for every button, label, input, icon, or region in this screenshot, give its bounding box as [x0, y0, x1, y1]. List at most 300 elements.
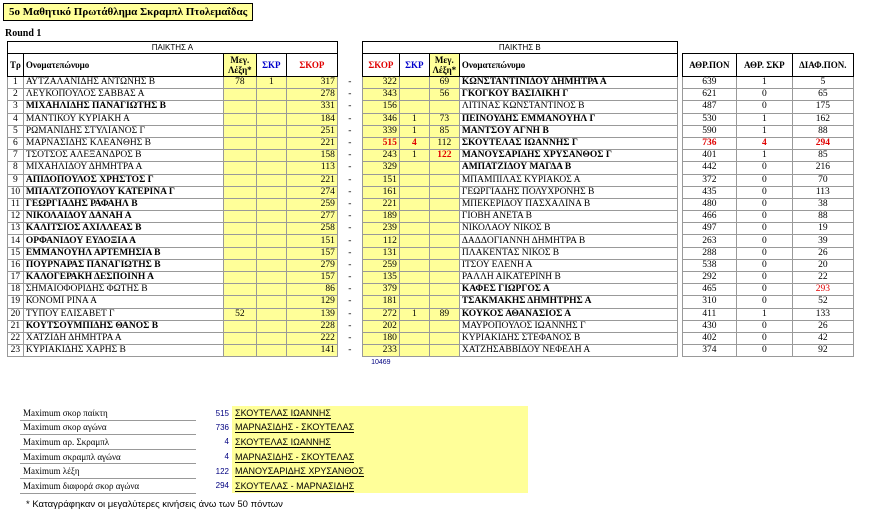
player-a-max-word: [223, 320, 256, 332]
total-skr: 0: [736, 272, 792, 284]
score-diff: 52: [792, 296, 853, 308]
player-b-score: 233: [362, 345, 399, 357]
player-a-score: 258: [286, 223, 337, 235]
player-a-max-word: [223, 296, 256, 308]
total-score: 736: [682, 137, 736, 149]
stat-label: Maximum αρ. Σκραμπλ: [20, 435, 196, 450]
player-a-max-word: [223, 125, 256, 137]
player-a-score: 331: [286, 101, 337, 113]
total-skr: 0: [736, 186, 792, 198]
player-a-name: ΜΙΧΑΗΛΙΔΟΥ ΔΗΜΗΤΡΑ Α: [23, 162, 223, 174]
total-skr: 0: [736, 235, 792, 247]
stat-label: Maximum διαφορά σκορ αγώνα: [20, 478, 196, 493]
score-separator: -: [348, 174, 352, 185]
score-separator: -: [348, 198, 352, 209]
total-score: 465: [682, 284, 736, 296]
player-a-skr: [256, 308, 286, 320]
score-diff: 26: [792, 320, 853, 332]
table-row: [8, 272, 854, 284]
score-diff: 88: [792, 211, 853, 223]
total-score: 639: [682, 77, 736, 89]
stat-row: [20, 478, 528, 493]
player-a-max-word: [223, 345, 256, 357]
score-separator: -: [348, 320, 352, 331]
score-diff: 162: [792, 113, 853, 125]
stat-label: Maximum σκραμπλ αγώνα: [20, 449, 196, 464]
score-diff: 92: [792, 345, 853, 357]
player-a-skr: 1: [256, 77, 286, 89]
player-a-skr: [256, 296, 286, 308]
player-a-skr: [256, 137, 286, 149]
total-skr: 1: [736, 113, 792, 125]
player-b-score: 239: [362, 223, 399, 235]
total-score: 430: [682, 320, 736, 332]
player-a-name: ΤΥΠΟΥ ΕΛΙΣΑΒΕΤ Γ: [23, 308, 223, 320]
player-a-score: 251: [286, 125, 337, 137]
player-b-name: ΤΣΑΚΜΑΚΗΣ ΔΗΜΗΤΡΗΣ Α: [459, 296, 677, 308]
stat-holder: ΜΑΡΝΑΣΙΔΗΣ - ΣΚΟΥΤΕΛΑΣ: [235, 422, 355, 433]
total-skr: 0: [736, 259, 792, 271]
row-table-number: 20: [8, 308, 24, 320]
row-table-number: 13: [8, 223, 24, 235]
stat-value: 4: [224, 437, 229, 447]
player-b-skr: [399, 89, 429, 101]
player-b-score: 272: [362, 308, 399, 320]
player-a-skr: [256, 332, 286, 344]
row-table-number: 12: [8, 211, 24, 223]
total-skr: 0: [736, 345, 792, 357]
player-b-skr: [399, 77, 429, 89]
row-table-number: 19: [8, 296, 24, 308]
score-separator: -: [348, 211, 352, 222]
player-b-skr: 4: [399, 137, 429, 149]
player-b-max-word: 56: [429, 89, 459, 101]
total-skr: 1: [736, 125, 792, 137]
player-b-name: ΧΑΤΖΗΣΑΒΒΙΔΟΥ ΝΕΦΕΛΗ Α: [459, 345, 677, 357]
total-score: 466: [682, 211, 736, 223]
table-row: [8, 198, 854, 210]
player-b-max-word: 122: [429, 150, 459, 162]
player-a-skr: [256, 284, 286, 296]
score-diff: 20: [792, 259, 853, 271]
total-score: 288: [682, 247, 736, 259]
player-b-name: ΜΑΝΟΥΣΑΡΙΔΗΣ ΧΡΥΣΑΝΘΟΣ Γ: [459, 150, 677, 162]
player-b-name: ΚΑΦΕΣ ΓΙΩΡΓΟΣ Α: [459, 284, 677, 296]
total-score: 480: [682, 198, 736, 210]
player-a-skr: [256, 235, 286, 247]
player-a-name: ΠΟΥΡΝΑΡΑΣ ΠΑΝΑΓΙΩΤΗΣ Β: [23, 259, 223, 271]
player-a-skr: [256, 125, 286, 137]
score-diff: 42: [792, 332, 853, 344]
player-a-score: 158: [286, 150, 337, 162]
player-a-score: 157: [286, 272, 337, 284]
score-separator: -: [348, 186, 352, 197]
score-separator: -: [348, 345, 352, 356]
player-b-score: 112: [362, 235, 399, 247]
player-b-skr: [399, 223, 429, 235]
player-b-skr: [399, 259, 429, 271]
player-b-skr: [399, 235, 429, 247]
player-b-score: 259: [362, 259, 399, 271]
player-b-skr: [399, 272, 429, 284]
score-separator: -: [348, 101, 352, 112]
table-row: [8, 320, 854, 332]
player-a-score: 157: [286, 247, 337, 259]
col-skr-a: ΣΚΡ: [256, 54, 286, 77]
total-skr: 1: [736, 150, 792, 162]
total-score: 411: [682, 308, 736, 320]
col-word-a: Μεγ. Λέξη*: [223, 54, 256, 77]
player-b-score: 221: [362, 198, 399, 210]
player-b-skr: [399, 247, 429, 259]
player-a-name: ΑΠΙΔΟΠΟΥΛΟΣ ΧΡΗΣΤΟΣ Γ: [23, 174, 223, 186]
score-separator: -: [348, 272, 352, 283]
player-b-max-word: [429, 296, 459, 308]
player-b-score: 243: [362, 150, 399, 162]
player-b-skr: [399, 345, 429, 357]
player-a-score: 221: [286, 137, 337, 149]
total-skr: 0: [736, 223, 792, 235]
stat-row: [20, 449, 528, 464]
player-a-name: ΓΕΩΡΓΙΑΔΗΣ ΡΑΦΑΗΛ Β: [23, 198, 223, 210]
player-a-max-word: [223, 259, 256, 271]
player-a-max-word: [223, 332, 256, 344]
player-b-skr: [399, 332, 429, 344]
row-table-number: 9: [8, 174, 24, 186]
score-diff: 38: [792, 198, 853, 210]
player-a-skr: [256, 198, 286, 210]
total-score: 538: [682, 259, 736, 271]
player-b-name: ΜΑΝΤΣΟΥ ΑΓΝΗ Β: [459, 125, 677, 137]
player-b-max-word: [429, 235, 459, 247]
player-a-name: ΧΑΤΖΙΔΗ ΔΗΜΗΤΡΑ Α: [23, 332, 223, 344]
player-a-name: ΕΜΜΑΝΟΥΗΛ ΑΡΤΕΜΗΣΙΑ Β: [23, 247, 223, 259]
player-b-max-word: [429, 198, 459, 210]
stat-value: 122: [215, 466, 229, 476]
row-table-number: 21: [8, 320, 24, 332]
player-a-skr: [256, 101, 286, 113]
total-score: 372: [682, 174, 736, 186]
player-b-skr: 1: [399, 113, 429, 125]
player-b-skr: [399, 296, 429, 308]
score-separator: -: [348, 284, 352, 295]
score-diff: 5: [792, 77, 853, 89]
total-skr: 1: [736, 308, 792, 320]
total-skr: 0: [736, 211, 792, 223]
player-b-score: 161: [362, 186, 399, 198]
player-a-score: 151: [286, 235, 337, 247]
player-b-score: 202: [362, 320, 399, 332]
row-table-number: 17: [8, 272, 24, 284]
player-b-name: ΠΛΑΚΕΝΤΑΣ ΝΙΚΟΣ Β: [459, 247, 677, 259]
total-skr: 4: [736, 137, 792, 149]
player-b-name: ΣΚΟΥΤΕΛΑΣ ΙΩΑΝΝΗΣ Γ: [459, 137, 677, 149]
player-a-score: 113: [286, 162, 337, 174]
player-a-max-word: [223, 211, 256, 223]
total-score: 530: [682, 113, 736, 125]
player-b-max-word: [429, 174, 459, 186]
player-b-max-word: [429, 284, 459, 296]
player-a-name: ΝΙΚΟΛΑΙΔΟΥ ΔΑΝΑΗ Α: [23, 211, 223, 223]
total-score: 435: [682, 186, 736, 198]
player-a-skr: [256, 272, 286, 284]
col-table: Τρ: [8, 54, 24, 77]
player-a-max-word: [223, 162, 256, 174]
player-b-skr: [399, 320, 429, 332]
row-table-number: 8: [8, 162, 24, 174]
player-a-score: 277: [286, 211, 337, 223]
player-b-name: ΡΑΛΛΗ ΑΙΚΑΤΕΡΙΝΗ Β: [459, 272, 677, 284]
player-b-score: 135: [362, 272, 399, 284]
total-skr: 1: [736, 77, 792, 89]
table-row: [8, 211, 854, 223]
score-separator: -: [348, 150, 352, 161]
total-score: 487: [682, 101, 736, 113]
player-b-score: 180: [362, 332, 399, 344]
table-row: [8, 259, 854, 271]
total-skr: 0: [736, 296, 792, 308]
row-table-number: 6: [8, 137, 24, 149]
player-b-max-word: 73: [429, 113, 459, 125]
table-row: [8, 345, 854, 357]
player-a-name: ΑΥΤΖΑΛΑΝΙΔΗΣ ΑΝΤΩΝΗΣ Β: [23, 77, 223, 89]
player-b-score: 189: [362, 211, 399, 223]
score-diff: 294: [792, 137, 853, 149]
row-table-number: 15: [8, 247, 24, 259]
player-a-name: ΛΕΥΚΟΠΟΥΛΟΣ ΣΑΒΒΑΣ Α: [23, 89, 223, 101]
table-row: [8, 284, 854, 296]
score-diff: 216: [792, 162, 853, 174]
player-b-max-word: [429, 320, 459, 332]
total-skr: 0: [736, 89, 792, 101]
player-b-max-word: [429, 223, 459, 235]
col-name-a: Ονοματεπώνυμο: [23, 54, 223, 77]
player-a-name: ΜΑΝΤΙΚΟΥ ΚΥΡΙΑΚΗ Α: [23, 113, 223, 125]
player-a-score: 221: [286, 174, 337, 186]
player-b-name: ΓΚΟΓΚΟΥ ΒΑΣΙΛΙΚΗ Γ: [459, 89, 677, 101]
player-a-skr: [256, 89, 286, 101]
player-b-score: 343: [362, 89, 399, 101]
stat-row: [20, 420, 528, 435]
total-skr: 0: [736, 284, 792, 296]
score-diff: 175: [792, 101, 853, 113]
player-b-skr: [399, 174, 429, 186]
player-b-name: ΜΑΥΡΟΠΟΥΛΟΣ ΙΩΑΝΝΗΣ Γ: [459, 320, 677, 332]
player-a-skr: [256, 320, 286, 332]
player-b-name: ΜΠΕΚΕΡΙΔΟΥ ΠΑΣΧΑΛΙΝΑ Β: [459, 198, 677, 210]
score-separator: -: [348, 113, 352, 124]
total-score: 292: [682, 272, 736, 284]
score-diff: 39: [792, 235, 853, 247]
player-b-score: 515: [362, 137, 399, 149]
player-b-header: ΠΑΙΚΤΗΣ Β: [362, 42, 677, 54]
total-score: 497: [682, 223, 736, 235]
row-table-number: 1: [8, 77, 24, 89]
row-table-number: 14: [8, 235, 24, 247]
player-b-max-word: [429, 247, 459, 259]
stats-table: [20, 406, 528, 494]
score-separator: -: [348, 77, 352, 88]
player-a-score: 184: [286, 113, 337, 125]
player-a-max-word: [223, 150, 256, 162]
player-a-skr: [256, 223, 286, 235]
row-table-number: 3: [8, 101, 24, 113]
total-score: 310: [682, 296, 736, 308]
row-table-number: 22: [8, 332, 24, 344]
score-separator: -: [348, 162, 352, 173]
table-row: [8, 162, 854, 174]
total-skr: 0: [736, 174, 792, 186]
player-a-name: ΜΠΑΛΤΖΟΠΟΥΛΟΥ ΚΑΤΕΡΙΝΑ Γ: [23, 186, 223, 198]
row-table-number: 10: [8, 186, 24, 198]
table-row: [8, 296, 854, 308]
player-a-name: ΜΑΡΝΑΣΙΔΗΣ ΚΛΕΑΝΘΗΣ Β: [23, 137, 223, 149]
stat-holder: ΣΚΟΥΤΕΛΑΣ ΙΩΑΝΝΗΣ: [235, 436, 331, 447]
player-b-max-word: [429, 186, 459, 198]
stat-label: Maximum σκορ παίκτη: [20, 406, 196, 420]
player-a-skr: [256, 162, 286, 174]
player-a-score: 141: [286, 345, 337, 357]
player-b-name: ΚΥΡΙΑΚΙΔΗΣ ΣΤΕΦΑΝΟΣ Β: [459, 332, 677, 344]
player-b-skr: [399, 162, 429, 174]
total-skr: 0: [736, 247, 792, 259]
table-row: [8, 223, 854, 235]
player-b-score: 379: [362, 284, 399, 296]
score-separator: -: [348, 333, 352, 344]
player-b-name: ΓΙΟΒΗ ΑΝΕΤΑ Β: [459, 211, 677, 223]
player-b-skr: [399, 284, 429, 296]
player-a-name: ΚΟΝΟΜΙ ΡΙΝΑ Α: [23, 296, 223, 308]
player-b-skr: [399, 198, 429, 210]
stat-label: Maximum λέξη: [20, 464, 196, 479]
total-score: 590: [682, 125, 736, 137]
row-table-number: 11: [8, 198, 24, 210]
player-a-max-word: [223, 137, 256, 149]
total-score: 621: [682, 89, 736, 101]
stat-holder: ΣΚΟΥΤΕΛΑΣ - ΜΑΡΝΑΣΙΔΗΣ: [235, 480, 355, 491]
player-a-max-word: [223, 284, 256, 296]
player-a-skr: [256, 186, 286, 198]
player-a-name: ΚΑΛΙΤΣΙΟΣ ΑΧΙΛΛΕΑΣ Β: [23, 223, 223, 235]
player-b-max-word: 85: [429, 125, 459, 137]
player-a-max-word: [223, 272, 256, 284]
player-a-skr: [256, 247, 286, 259]
player-a-name: ΟΡΦΑΝΙΔΟΥ ΕΥΔΟΞΙΑ Α: [23, 235, 223, 247]
player-b-score: 339: [362, 125, 399, 137]
page-title: 5ο Μαθητικό Πρωτάθλημα Σκραμπλ Πτολεμαΐδας: [3, 3, 253, 21]
row-table-number: 2: [8, 89, 24, 101]
footnote: * Καταγράφηκαν οι μεγαλύτερες κινήσεις άνω των 50 πόντων: [26, 499, 283, 510]
score-diff: 88: [792, 125, 853, 137]
table-row: [8, 77, 854, 89]
player-a-score: 129: [286, 296, 337, 308]
score-separator: -: [348, 259, 352, 270]
player-a-max-word: [223, 223, 256, 235]
player-b-skr: [399, 186, 429, 198]
total-skr: 0: [736, 198, 792, 210]
player-b-name: ΔΑΔΔΟΓΙΑΝΝΗ ΔΗΜΗΤΡΑ Β: [459, 235, 677, 247]
player-b-name: ΠΕΪΝΟΥΔΗΣ ΕΜΜΑΝΟΥΗΛ Γ: [459, 113, 677, 125]
player-a-name: ΡΩΜΑΝΙΔΗΣ ΣΤΥΛΙΑΝΟΣ Γ: [23, 125, 223, 137]
stat-value: 515: [215, 408, 229, 418]
stat-value: 4: [224, 452, 229, 462]
score-separator: -: [348, 308, 352, 319]
player-a-max-word: 52: [223, 308, 256, 320]
table-row: [8, 113, 854, 125]
player-b-skr: 1: [399, 150, 429, 162]
player-b-name: ΛΙΤΙΝΑΣ ΚΩΝΣΤΑΝΤΙΝΟΣ Β: [459, 101, 677, 113]
player-b-score: 346: [362, 113, 399, 125]
stat-holder: ΣΚΟΥΤΕΛΑΣ ΙΩΑΝΝΗΣ: [235, 408, 331, 419]
player-b-skr: 1: [399, 125, 429, 137]
col-score-a: ΣΚΟΡ: [286, 54, 337, 77]
results-table: [7, 41, 854, 369]
stat-holder: ΜΑΡΝΑΣΙΔΗΣ - ΣΚΟΥΤΕΛΑΣ: [235, 451, 355, 462]
table-row: [8, 89, 854, 101]
player-b-score: 181: [362, 296, 399, 308]
player-a-max-word: [223, 235, 256, 247]
score-separator: -: [348, 138, 352, 149]
score-diff: 19: [792, 223, 853, 235]
table-row: [8, 308, 854, 320]
player-a-max-word: [223, 89, 256, 101]
score-diff: 65: [792, 89, 853, 101]
player-a-skr: [256, 113, 286, 125]
table-row: [8, 247, 854, 259]
total-score: 442: [682, 162, 736, 174]
player-b-name: ΓΕΩΡΓΙΑΔΗΣ ΠΟΛΥΧΡΟΝΗΣ Β: [459, 186, 677, 198]
player-a-max-word: [223, 186, 256, 198]
player-b-max-word: [429, 101, 459, 113]
player-a-skr: [256, 150, 286, 162]
player-a-score: 278: [286, 89, 337, 101]
score-diff: 70: [792, 174, 853, 186]
player-a-name: ΚΥΡΙΑΚΙΔΗΣ ΧΑΡΗΣ Β: [23, 345, 223, 357]
col-word-b: Μεγ. Λέξη*: [429, 54, 459, 77]
table-row: [8, 137, 854, 149]
score-diff: 133: [792, 308, 853, 320]
total-score: 401: [682, 150, 736, 162]
player-a-score: 317: [286, 77, 337, 89]
total-skr: 0: [736, 101, 792, 113]
player-b-name: ΚΩΝΣΤΑΝΤΙΝΙΔΟΥ ΔΗΜΗΤΡΑ Α: [459, 77, 677, 89]
player-a-score: 86: [286, 284, 337, 296]
score-separator: -: [348, 223, 352, 234]
player-a-score: 279: [286, 259, 337, 271]
player-a-score: 139: [286, 308, 337, 320]
player-b-score: 329: [362, 162, 399, 174]
player-b-skr: 1: [399, 308, 429, 320]
score-separator: -: [348, 235, 352, 246]
table-row: [8, 150, 854, 162]
score-diff: 85: [792, 150, 853, 162]
round-label: Round 1: [5, 28, 42, 39]
player-a-skr: [256, 174, 286, 186]
table-row: [8, 186, 854, 198]
player-b-skr: [399, 211, 429, 223]
score-separator: -: [348, 89, 352, 100]
player-a-skr: [256, 259, 286, 271]
player-b-max-word: [429, 211, 459, 223]
total-score: 263: [682, 235, 736, 247]
player-a-score: 228: [286, 320, 337, 332]
col-total: ΑΘΡ.ΠΟΝ: [682, 54, 736, 77]
player-b-score: 322: [362, 77, 399, 89]
player-b-skr: [399, 101, 429, 113]
player-a-score: 259: [286, 198, 337, 210]
table-row: [8, 125, 854, 137]
score-diff: 22: [792, 272, 853, 284]
